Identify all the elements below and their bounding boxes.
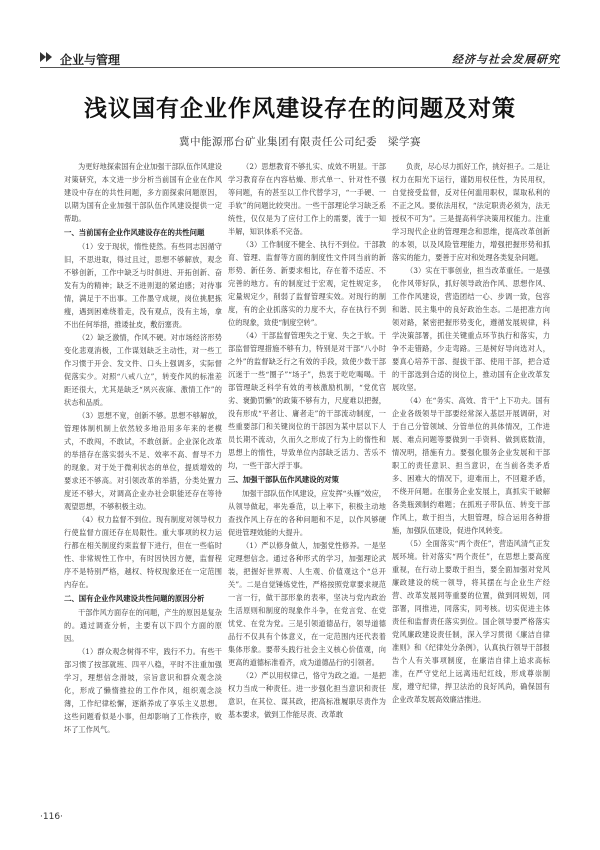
header-rule bbox=[40, 67, 560, 68]
paragraph: （3）工作制度不健全、执行不到位。干部教育、管理、监督等方面的制度性文件同当前的新形势、新任务、新要求相比，存在着不适应、不完善的地方。有的制度过于宏观，定性规定多，定量规定少，削弱了监督管理实效。对现行的制度，有的企业抓落实的力度不大，存在执行不到位的现象，致使“制度空转”。 bbox=[228, 240, 386, 327]
paragraph: （1）安于现状，惰性使然。有些同志因循守旧，不思进取，得过且过，思想不够解放，观念不够创新，工作中缺乏与时俱进、开拓创新、奋发有为的精神；缺乏不进则退的紧迫感；对待事情，满足于不出事。工作墨守成规，岗位挑肥拣瘦，遇到困难绕着走，没有观点，没有主场，拿不出任何举措，推诿扯皮，敷衍塞责。 bbox=[64, 242, 222, 329]
section-heading: 一、当前国有企业作风建设存在的共性问题 bbox=[64, 228, 205, 237]
page-number: ·116· bbox=[40, 812, 63, 822]
paragraph: （1）群众观念树得不牢，践行不力。有些干部习惯了按部就班、四平八稳，平时不注重加强学习，理想信念滑坡，宗旨意识和群众观念淡化，形成了懒惰推拉的工作作风，组织观念淡薄，工作纪律松懈，逐渐养成了享乐主义思想。这些问题看似是小事，但却影响了工作秩序，败坏了工作风气。 bbox=[64, 647, 222, 734]
paragraph: （2）思想教育不够扎实、成效不明显。干部学习教育存在内容枯燥、形式单一、针对性不强等问题，有的甚至以工作代替学习，“一手硬、一手软”的问题比较突出。一些干部理论学习缺乏系统性，仅仅是为了应付工作上的需要，流于一知半解，知识体系不完备。 bbox=[228, 162, 386, 236]
text-column-1 bbox=[64, 160, 222, 736]
paragraph: 加强干部队伍作风建设，应发挥“头雁”效应，从领导做起，率先垂范，以上率下，积极主动地查找作风上存在的各种问题和不足，以作风够硬促进管理效能的大提升。 bbox=[228, 489, 386, 537]
paragraph: （1）严以修身做人，加强党性修养。一是坚定理想信念。通过各种形式的学习，加强理论武装，把握好世界观、人生观、价值观这个“总开关”。二是自觉锤炼党性，严格按照党章要求规范一言一行，做干部形象的表率，坚决与党内政治生活原则和制度的现象作斗争，在党言党、在党忧党、在党为党。三是引领道德品行，领导道德品行不仅具有个体意义，在一定范围内还代表着集体形象。要带头践行社会主义核心价值观，向更高的道德标准看齐，成为道德品行的引领者。 bbox=[228, 541, 386, 667]
double-arrow-icon bbox=[40, 50, 56, 64]
section-heading: 三、加强干部队伍作风建设的对策 bbox=[228, 475, 339, 484]
text-column-2 bbox=[228, 160, 386, 721]
paragraph: （4）干部监督管理失之于宽、失之于软。干部监督管理措施不够有力，特别是对干部“八小时之外”的监督缺乏行之有效的手段，致使少数干部沉迷于一些“圈子”“场子”，热衷于吃吃喝喝。干部管理缺乏科学有效的考核激励机制，“党优官劣、褒勤罚懒”的政策不够有力，尺度难以把握，没有形成“平者让、庸者走”的干部流动制度，一些重要部门和关键岗位的干部因为某中层以下人员长期不流动，久而久之形成了行为上的惰性和思想上的惰性，导致单位内部缺乏活力、苦乐不均，一些干部大浮于事。 bbox=[228, 331, 386, 470]
section-name: 企业与管理 bbox=[60, 53, 121, 67]
paragraph: （2）缺乏激情，作风不硬。对市场经济形势变化悲观消极，工作谋划缺乏主动性，对一些工作习惯于开会、发文件、口头上强调多，实际督促落实少。对照“八戒八立”，转变作风的标准差距还很大，尤其是缺乏“夙兴夜寐、激情工作”的状态和品质。 bbox=[64, 333, 222, 407]
paragraph: （3）实在干事创业，担当改革重任。一是强化作风带好队，抓好领导政治作风、思想作风、工作作风建设，营造团结一心、步调一致，包容和谐、民主集中的良好政治生态。二是把准方向领对路，紧密把握形势变化，遵循发展规律，科学决策部署，抓住关键重点环节执行和落实，力争不走错路，少走弯路。三是树好导向选对人，要真心培养干部、提拔干部、使用干部，把合适的干部选到合适的岗位上，推动国有企业改革发展攻坚。 bbox=[392, 266, 550, 392]
paragraph: 为更好地探索国有企业加强干部队伍作风建设对策研究，本文进一步分析当前国有企业在作风建设中存在的共性问题，多方面探索问题原因，以期为国有企业加强干部队伍作风建设提供一定帮助。 bbox=[64, 162, 222, 223]
journal-name: 经济与社会发展研究 bbox=[452, 53, 560, 66]
paragraph: （4）在“务实、高效、肯干”上下功夫。国有企业各级领导干部要经常深入基层开展调研，对于自己分管领域、分管单位的具体情况，工作进展、难点问题等要做到一手资料、做到底数清，情况明，措施有力。要强化服务企业发展和干部职工的责任意识、担当意识，在当前各类矛盾多、困难大的情况下，迎难而上，不回避矛盾，不绕开问题。在服务企业发展上，真抓实干破解各类瓶颈制约难题；在抓班子带队伍、转变干部作风上，敢于担当，大胆管理，综合运用各种措施，加强队伍建设，促进作风转变。 bbox=[392, 396, 550, 535]
paragraph: 负责，尽心尽力抓好工作，挑好担子。二是让权力在阳光下运行，谨防用权任性，为民用权，自觉接受监督，反对任何滥用职权，谋取私利的不正之风。要依法用权，“法定职责必须为，法无授权不可为”。三是提高科学决策用权能力。注重学习现代企业的管理理念和思维，提高改革创新的本领，以及风险管理能力，增强把握形势和抓落实的能力，要善于应对和处理各类复杂问题。 bbox=[392, 162, 550, 262]
section-heading: 二、国有企业作风建设共性问题的原因分析 bbox=[64, 594, 205, 603]
paragraph: （3）思想不宽，创新不够。思想不够解放，管理体制机制上依然较多地沿用多年来的老模式，不敢闯，不敢试，不敢创新。企业深化改革的举措存在落实弱头不足、效率不高、督导不力的现象。对于处于微利状态的单位，提质增效的要求还不够高。对引领改革的举措，分类处置力度还不够大，对调高企业办社会职能还存在等待观望思想，不够积极主动。 bbox=[64, 411, 222, 511]
paragraph: 干部作风方面存在的问题，产生的原因是复杂的。通过调查分析，主要有以下四个方面的原因。 bbox=[64, 608, 222, 643]
text-column-3 bbox=[392, 160, 550, 706]
paragraph: （5）全面落实“两个责任”，营造风清气正发展环境。针对落实“两个责任”，在思想上要高度重视，在行动上要敢于担当，要全面加强对党风廉政建设的统一领导，将其摆在与企业生产经营、改革发展同等重要的位置，做到同规划，同部署，同推进，同落实，同考核。切实促进主体责任和监督责任落实到位。国企领导要严格落实党风廉政建设责任制，深入学习贯彻《廉洁自律准则》和《纪律处分条例》，认真执行领导干部报告个人有关事项制度，在廉洁自律上追求高标准，在严守党纪上远离违纪红线，形成尊崇制度，遵守纪律，捍卫法治的良好风尚，确保国有企业改革发展高效廉洁推进。 bbox=[392, 539, 550, 704]
article-title: 浅议国有企业作风建设存在的问题及对策 bbox=[84, 95, 516, 122]
paragraph: （4）权力监督不到位。现有制度对领导权力行使监督方面还存在局限性。重大事项的权力运行都在相关制度约束监督下进行，但在一些临时性、非常规性工作中，有时因快因方便，监督程序不是特别严格，越权、特权现象还在一定范围内存在。 bbox=[64, 515, 222, 589]
page-header bbox=[40, 48, 560, 70]
author-line: 冀中能源邢台矿业集团有限责任公司纪委 梁学赛 bbox=[179, 136, 421, 148]
paragraph: （2）严以用权律己，恪守为政之道。一是把权力当成一种责任。进一步强化担当意识和责任意识，在其位、谋其政，把高标准履职尽责作为基本要求，做到工作能尽责、改革敢 bbox=[228, 671, 386, 719]
